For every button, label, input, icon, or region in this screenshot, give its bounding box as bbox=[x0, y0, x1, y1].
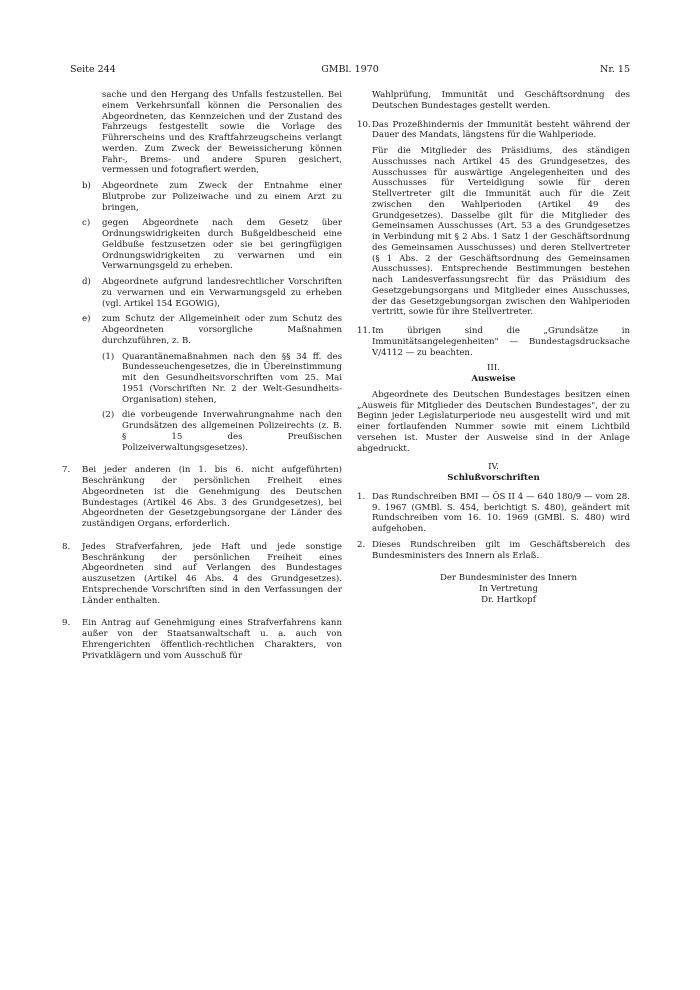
signature-line: In Vertretung bbox=[479, 584, 538, 594]
paragraph-continuation: Wahlprüfung, Immunität und Geschäftsordnung des Deutschen Bundestages gestellt werden. bbox=[372, 90, 630, 111]
list-item-e bbox=[82, 314, 342, 346]
item-label: e) bbox=[82, 314, 91, 325]
item-label: 2. bbox=[357, 539, 366, 550]
section-number: III. bbox=[487, 363, 500, 374]
item-label: 1. bbox=[357, 491, 366, 502]
item-text: Jedes Strafverfahren, jede Haft und jede sonstige Beschränkung der persönlichen Freiheit eines Abgeordneten sind auf Verlangen des Bundestages auszusetzen (Artikel 46 Abs. 4 des Grundgesetzes). Entsprechende Vorschriften sind in den Verfassungen der Länder enthalten. bbox=[82, 541, 342, 606]
final-item-1 bbox=[357, 492, 630, 535]
list-item-9 bbox=[62, 618, 342, 661]
item-text: Ein Antrag auf Genehmigung eines Strafverfahrens kann außer von der Staatsanwaltschaft u. a. auch von Ehrengerichten öffentlich-rechtlichen Charakters, von Privatklägern und vom Ausschuß für bbox=[82, 618, 342, 661]
item-text: Dieses Rundschreiben gilt im Geschäftsbereich des Bundesministers des Innern als Erlaß. bbox=[372, 539, 630, 561]
sub-item-2 bbox=[82, 410, 342, 453]
item-label: c) bbox=[82, 218, 91, 229]
list-item-8 bbox=[62, 541, 342, 607]
section-number: IV. bbox=[488, 462, 499, 473]
signature-block bbox=[387, 573, 630, 605]
item-text: Quarantänemaßnahmen nach den §§ 34 ff. des Bundesseuchengesetzes, die in Übereinstimmung mit den Gesundheitsvorschriften vom 25. Mai 1951 (Vorschriften Nr. 2 der Welt-Gesundheits-Organisation) stehen, bbox=[122, 351, 342, 405]
item-label: 10. bbox=[357, 119, 371, 130]
item-text-continued: Für die Mitglieder des Präsidiums, des ständigen Ausschusses nach Artikel 45 des Grundgesetzes, des Ausschusses für auswärtige Angelegenheiten und des Ausschusses für Verteidigung sowie für deren Stellvertreter gilt die Immunität auch für die Zeit zwischen den Wahlperioden (Artikel 49 des Grundgesetzes). Dasselbe gilt für die Mitglieder des Gemeinsamen Ausschusses (Art. 53 a des Grundgesetzes in Verbindung mit § 2 Abs. 1 Satz 1 der Geschäftsordnung des Gemeinsamen Ausschusses) und deren Stellvertreter (§ 1 Abs. 2 der Geschäftsordnung des Gemeinsamen Ausschusses). Entsprechende Bestimmungen bestehen nach Landesverfassungsrecht für das Präsidium des Gesetzgebungsorgans und Mitglieder eines Ausschusses, der das Gesetzgebungsorgan zwischen den Wahlperioden vertritt, sowie für ihre Stellvertreter. bbox=[372, 146, 630, 318]
item-label: 8. bbox=[62, 541, 71, 552]
item-text: Das Prozeßhindernis der Immunität besteht während der Dauer des Mandats, längstens für die Wahlperiode. bbox=[372, 119, 630, 141]
list-item-11 bbox=[357, 326, 630, 358]
left-column bbox=[62, 90, 342, 661]
item-text: Das Rundschreiben BMI — ÖS II 4 — 640 180/9 — vom 28. 9. 1967 (GMBl. S. 454, berichtigt S. 480), geändert mit Rundschreiben vom 16. 10. 1969 (GMBl. S. 480) wird aufgehoben. bbox=[372, 491, 630, 534]
section-title: Ausweise bbox=[471, 374, 516, 384]
paragraph-continuation: sache und den Hergang des Unfalls festzustellen. Bei einem Verkehrsunfall können die Personalien des Abgeordneten, das Kennzeichen und der Zustand des Fahrzeugs festgestellt sowie die Vorlage des Führerscheins und des Kraftfahrzeugscheins verlangt werden. Zum Zweck der Beweissicherung können Fahr-, Brems- und andere Spuren gesichert, vermessen und fotografiert werden, bbox=[102, 90, 342, 176]
item-text: Abgeordnete aufgrund landesrechtlicher Vorschriften zu verwarnen und ein Verwarnungsgeld zu erheben (vgl. Artikel 154 EGOWiG), bbox=[102, 277, 342, 309]
page-number: Seite 244 bbox=[70, 64, 116, 75]
item-label: 7. bbox=[62, 465, 71, 476]
item-label: (1) bbox=[102, 351, 115, 362]
list-item-7 bbox=[62, 465, 342, 530]
list-item-c bbox=[82, 218, 342, 272]
right-column bbox=[357, 90, 630, 606]
item-label: b) bbox=[82, 181, 91, 191]
sub-item-1 bbox=[82, 352, 342, 406]
section-paragraph: Abgeordnete des Deutschen Bundestages besitzen einen „Ausweis für Mitglieder des Deutschen Bundestages", der zu Beginn jeder Legislaturperiode neu ausgestellt wird und mit einer fortlaufenden Nummer sowie mit einem Lichtbild versehen ist. Muster der Ausweise sind in der Anlage abgedruckt. bbox=[357, 389, 630, 454]
final-item-2 bbox=[357, 540, 630, 562]
section-title: Schlußvorschriften bbox=[447, 473, 540, 483]
item-label: 11. bbox=[357, 326, 371, 336]
list-item-10 bbox=[357, 120, 630, 319]
list-item-b bbox=[82, 181, 342, 213]
item-text: gegen Abgeordnete nach dem Gesetz über Ordnungswidrigkeiten durch Bußgeldbescheid eine Geldbuße festzusetzen oder sie bei geringfügigen Ordnungswidrigkeiten zu verwarnen und ein Verwarnungsgeld zu erheben. bbox=[102, 218, 342, 272]
item-label: d) bbox=[82, 277, 91, 287]
item-label: 9. bbox=[62, 618, 71, 629]
issue-number: Nr. 15 bbox=[600, 64, 630, 75]
list-item-d bbox=[82, 277, 342, 309]
item-text: Bei jeder anderen (in 1. bis 6. nicht aufgeführten) Beschränkung der persönlichen Freiheit eines Abgeordneten ist die Genehmigung des Deutschen Bundestages (Artikel 46 Abs. 3 des Grundgesetzes), bei Abgeordneten der Gesetzgebungsorgane der Länder des zuständigen Organs, erforderlich. bbox=[82, 465, 342, 529]
item-text: Im übrigen sind die „Grundsätze in Immunitätsangelegenheiten" — Bundestagsdrucksache V/4112 — zu beachten. bbox=[372, 326, 630, 358]
signature-name: Dr. Hartkopf bbox=[481, 594, 536, 605]
item-label: (2) bbox=[102, 410, 115, 421]
signature-line: Der Bundesminister des Innern bbox=[439, 573, 578, 584]
journal-title: GMBl. 1970 bbox=[321, 64, 379, 75]
item-text: Abgeordnete zum Zweck der Entnahme einer Blutprobe zur Polizeiwache und zu einem Arzt zu bringen, bbox=[102, 181, 342, 213]
item-text: zum Schutz der Allgemeinheit oder zum Schutz des Abgeordneten vorsorgliche Maßnahmen durchzuführen, z. B. bbox=[102, 314, 342, 346]
item-text: die vorbeugende Inverwahrungnahme nach den Grundsätzen des allgemeinen Polizeirechts (z. B. § 15 des Preußischen Polizeiverwaltungsgesetzes). bbox=[122, 410, 342, 453]
